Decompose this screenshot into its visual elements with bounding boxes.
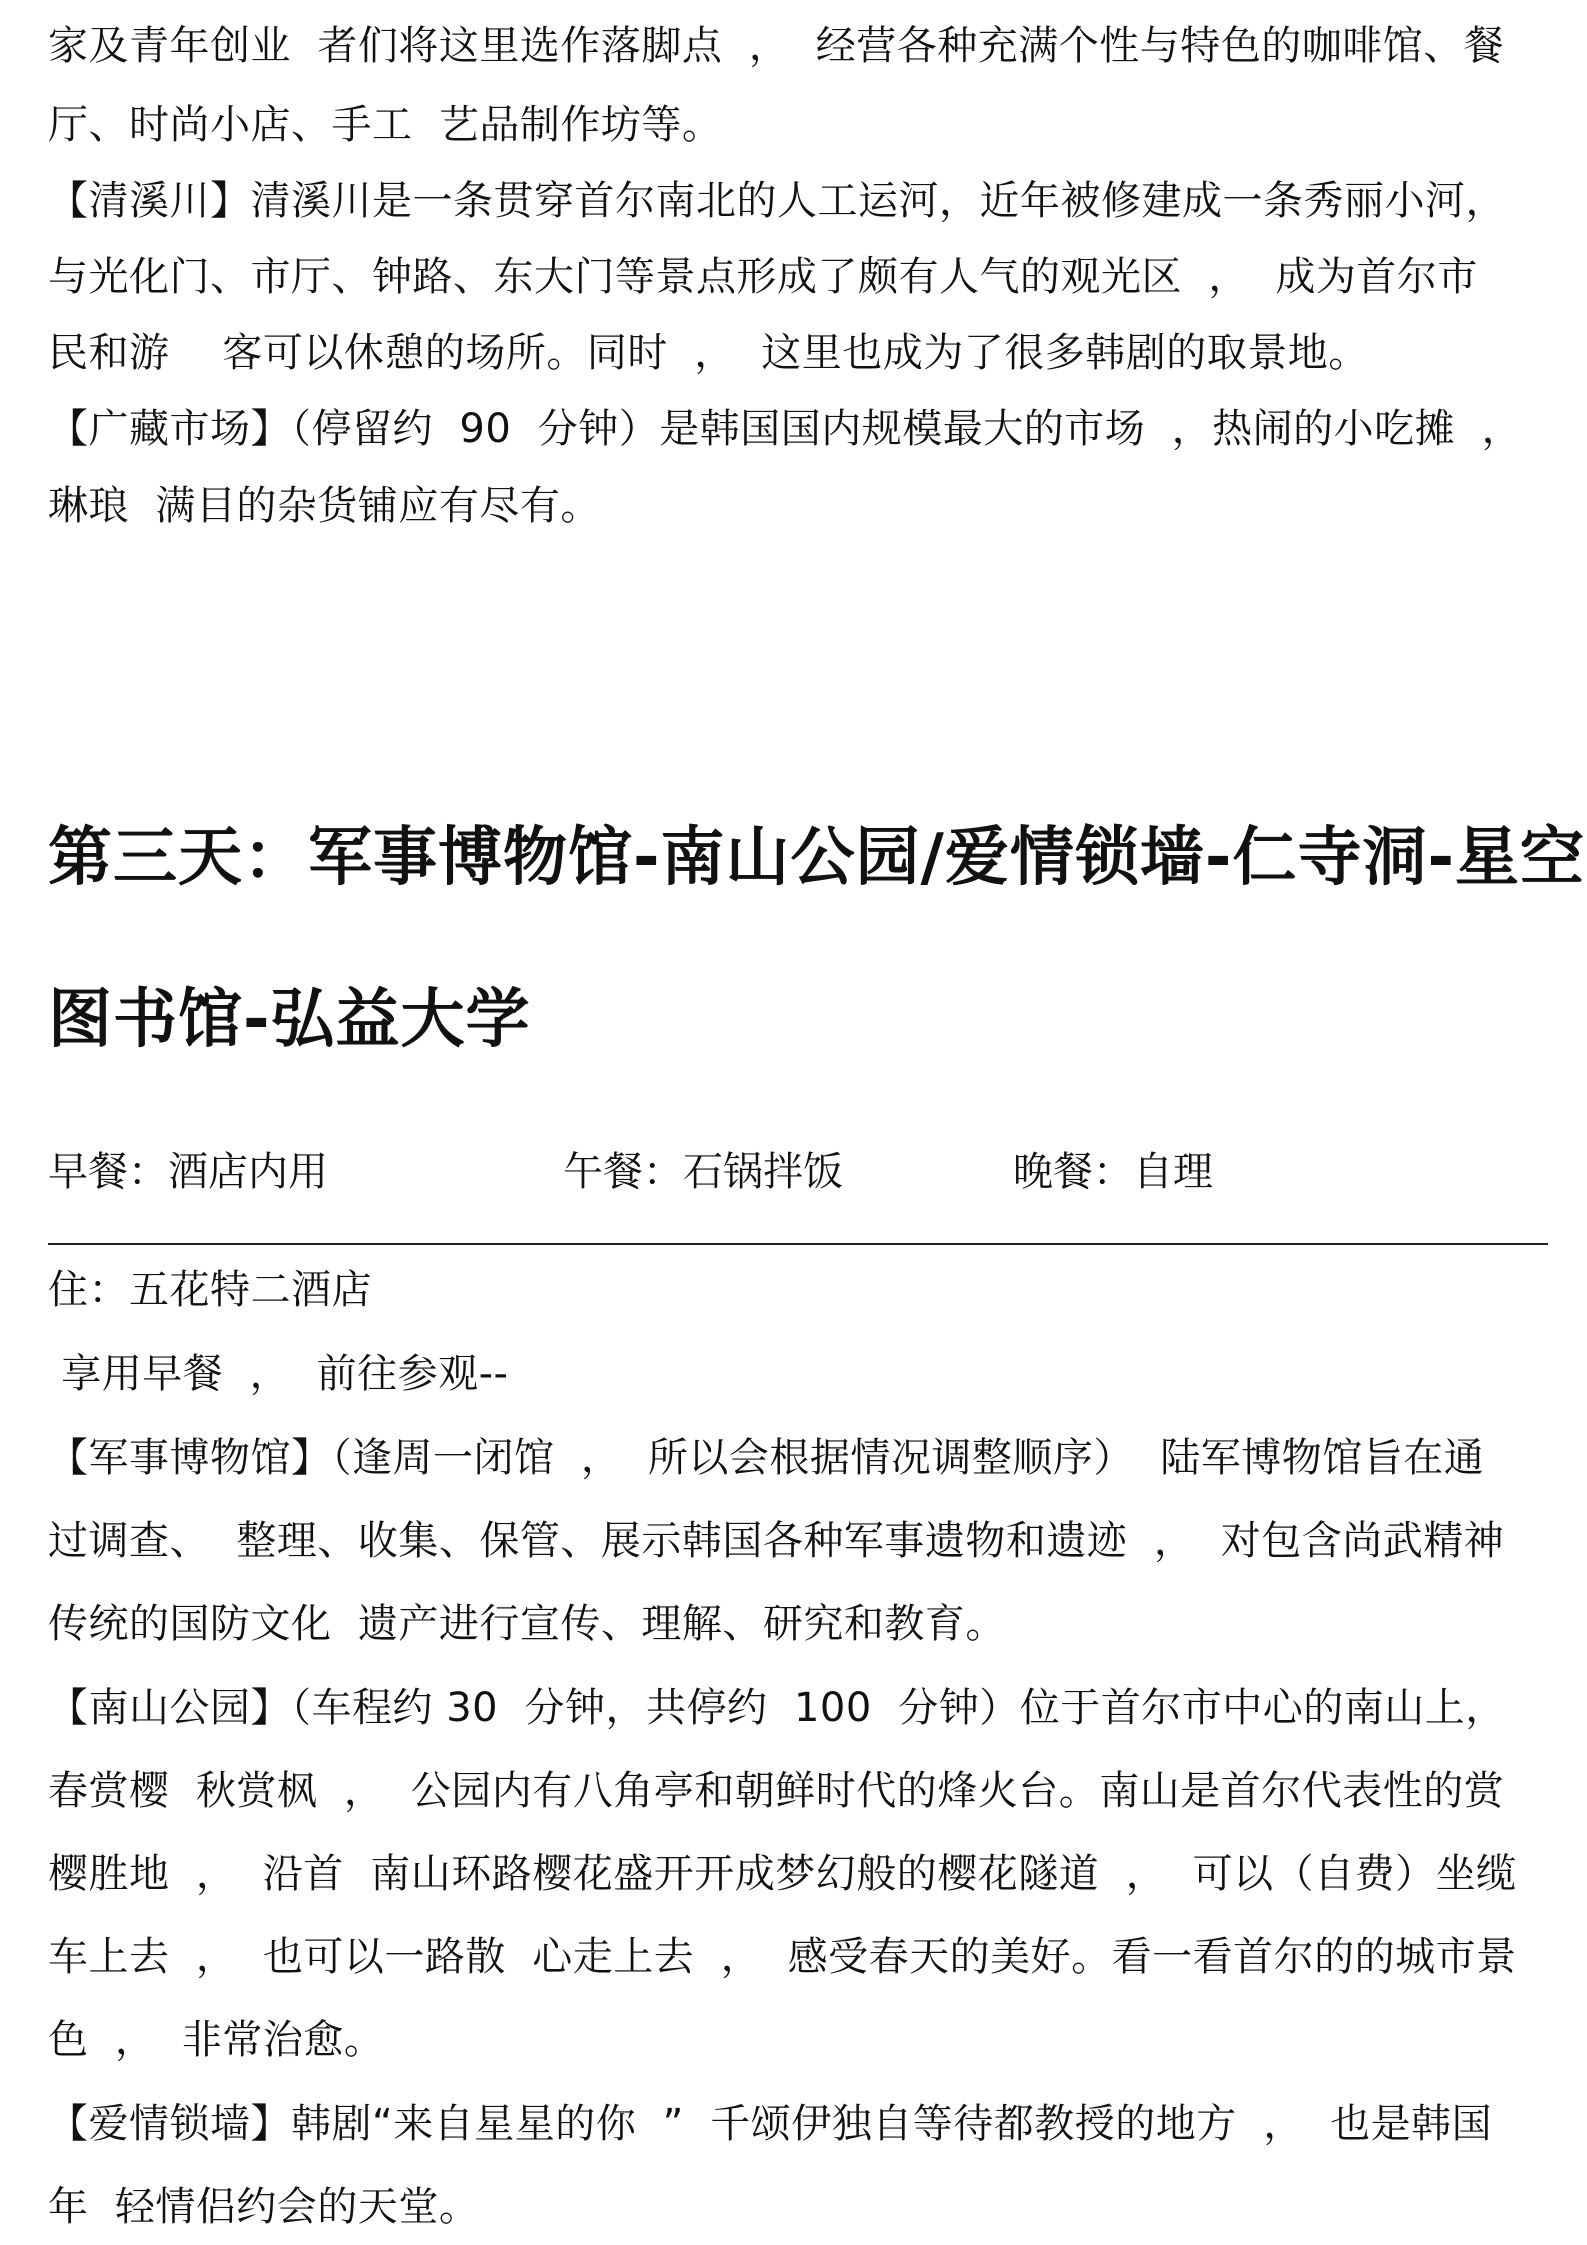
namsan-park-line-5: 色 ， 非常治愈。 [48,2017,385,2063]
military-museum-line-2: 过调查、 整理、收集、保管、展示韩国各种军事遗物和遗迹 ， 对包含尚武精神 [48,1518,1505,1564]
meal-breakfast: 早餐：酒店内用 [48,1149,328,1195]
day3-title-line-1: 第三天：军事博物馆-南山公园/爱情锁墙-仁寺洞-星空 [48,821,1586,895]
meal-divider [48,1243,1548,1245]
namsan-park-line-2: 春赏樱 秋赏枫 ， 公园内有八角亭和朝鲜时代的烽火台。南山是首尔代表性的赏 [48,1768,1505,1814]
hotel-line: 住：五花特二酒店 [48,1267,372,1313]
meal-lunch: 午餐：石锅拌饭 [563,1149,843,1195]
cheonggyecheon-line-2: 与光化门、市厅、钟路、东大门等景点形成了颇有人气的观光区 ， 成为首尔市 [48,254,1478,300]
namsan-park-line-1: 【南山公园】（车程约 30 分钟，共停约 100 分钟）位于首尔市中心的南山上， [48,1685,1506,1731]
love-lock-wall-line-2: 年 轻情侣约会的天堂。 [48,2184,480,2230]
love-lock-wall-line-1: 【爱情锁墙】韩剧“来自星星的你 ” 千颂伊独自等待都教授的地方 ， 也是韩国 [48,2101,1493,2147]
intro-line-2: 厅、时尚小店、手工 艺品制作坊等。 [48,102,723,148]
namsan-park-line-3: 樱胜地 ， 沿首 南山环路樱花盛开开成梦幻般的樱花隧道 ， 可以（自费）坐缆 [48,1851,1517,1897]
cheonggyecheon-line-3: 民和游 客可以休憩的场所。同时 ， 这里也成为了很多韩剧的取景地。 [48,330,1369,376]
gwangjang-line-1: 【广藏市场】（停留约 90 分钟）是韩国国内规模最大的市场 ，热闹的小吃摊 ， [48,406,1523,452]
day3-title-line-2: 图书馆-弘益大学 [48,983,531,1057]
namsan-park-line-4: 车上去 ， 也可以一路散 心走上去 ， 感受春天的美好。看一看首尔的的城市景 [48,1934,1517,1980]
military-museum-line-3: 传统的国防文化 遗产进行宣传、理解、研究和教育。 [48,1601,1006,1647]
meal-dinner: 晚餐：自理 [1013,1149,1213,1195]
military-museum-line-1: 【军事博物馆】（逢周一闭馆 ， 所以会根据情况调整顺序） 陆军博物馆旨在通 [48,1435,1485,1481]
intro-line-1: 家及青年创业 者们将这里选作落脚点 ， 经营各种充满个性与特色的咖啡馆、餐 [48,23,1505,69]
cheonggyecheon-line-1: 【清溪川】清溪川是一条贯穿首尔南北的人工运河，近年被修建成一条秀丽小河， [48,178,1506,224]
day3-opening: 享用早餐 ， 前往参观-- [48,1351,509,1397]
gwangjang-line-2: 琳琅 满目的杂货铺应有尽有。 [48,483,601,529]
